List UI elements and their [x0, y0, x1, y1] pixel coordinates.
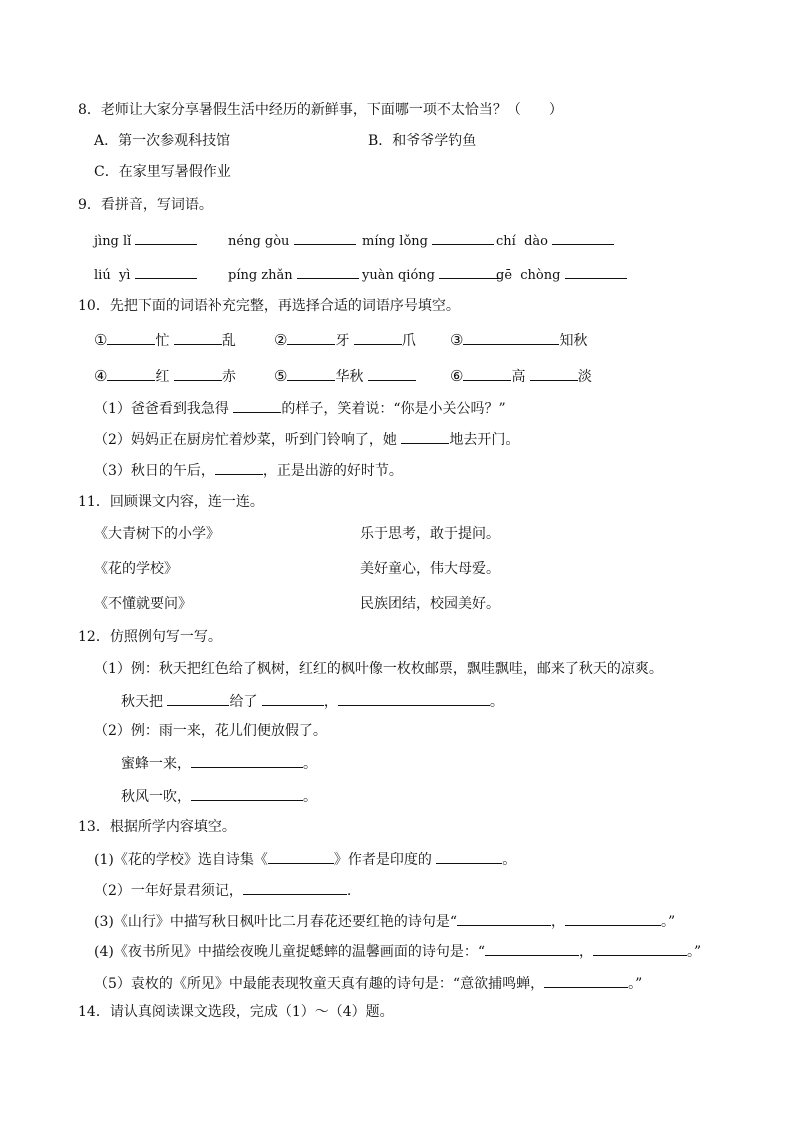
- sentence-text: 。”: [661, 914, 676, 930]
- answer-blank[interactable]: [401, 428, 449, 444]
- sentence-text: （5）袁枚的《所见》中最能表现牧童天真有趣的诗句是：“意欲捕鸣蝉，: [94, 976, 545, 992]
- q8-option-c: C．在家里写暑假作业: [94, 164, 231, 180]
- q9-pinyin-1: [94, 229, 197, 252]
- q12-answer-2: [121, 752, 317, 774]
- answer-blank[interactable]: [544, 972, 628, 988]
- pinyin-text: liú yì: [94, 268, 131, 283]
- answer-blank[interactable]: [191, 785, 303, 801]
- answer-blank[interactable]: [463, 365, 511, 381]
- word-part: 淡: [577, 369, 592, 385]
- word-part: 爪: [401, 333, 416, 349]
- answer-blank[interactable]: [174, 365, 222, 381]
- word-part: 牙: [335, 333, 350, 349]
- sentence-text: 。: [502, 852, 517, 868]
- word-part: 忙: [155, 333, 170, 349]
- pinyin-text: gē chòng: [496, 268, 561, 283]
- q9-pinyin-6: [228, 263, 359, 286]
- answer-blank[interactable]: [135, 229, 197, 245]
- word-part: 华秋: [335, 369, 364, 385]
- sentence-text: ，: [323, 694, 338, 710]
- sentence-text: 。: [489, 694, 504, 710]
- q10-sentence-1: [94, 397, 506, 419]
- q11-left-3[interactable]: 《不懂就要问》: [94, 596, 192, 612]
- question-13-stem: 13．根据所学内容填空。: [78, 819, 236, 835]
- pinyin-text: chí dào: [496, 234, 548, 249]
- sentence-text: 。: [303, 789, 317, 805]
- sentence-text: （2）一年好景君须记，: [94, 883, 243, 899]
- q8-option-b: B．和爷爷学钓鱼: [368, 133, 477, 149]
- answer-blank[interactable]: [457, 910, 551, 926]
- answer-blank[interactable]: [485, 940, 579, 956]
- q13-line-2: [94, 879, 351, 901]
- q10-sentence-2: [94, 428, 519, 450]
- question-9-stem: 9．看拼音，写词语。: [78, 197, 213, 213]
- item-number: ①: [94, 331, 108, 349]
- answer-blank[interactable]: [593, 940, 687, 956]
- q12-example-1: （1）例：秋天把红色给了枫树，红红的枫叶像一枚枚邮票，飘哇飘哇，邮来了秋天的凉爽。: [94, 661, 663, 677]
- pinyin-text: yuàn qióng: [362, 268, 435, 283]
- q9-pinyin-7: [362, 263, 501, 286]
- answer-blank[interactable]: [287, 329, 335, 345]
- q11-right-1[interactable]: 乐于思考，敢于提问。: [360, 526, 500, 542]
- answer-blank[interactable]: [338, 690, 490, 706]
- answer-blank[interactable]: [436, 848, 502, 864]
- q12-example-2: （2）例：雨一来，花儿们便放假了。: [94, 723, 327, 739]
- answer-blank[interactable]: [262, 690, 324, 706]
- answer-blank[interactable]: [287, 365, 335, 381]
- answer-blank[interactable]: [552, 229, 614, 245]
- answer-blank[interactable]: [174, 329, 222, 345]
- answer-blank[interactable]: [107, 365, 155, 381]
- word-part: 赤: [221, 369, 236, 385]
- q11-right-3[interactable]: 民族团结，校园美好。: [360, 596, 500, 612]
- answer-blank[interactable]: [565, 910, 661, 926]
- q13-line-3: [94, 910, 675, 932]
- sentence-text: ，: [551, 914, 565, 930]
- q12-answer-3: [121, 785, 317, 807]
- sentence-text: (3)《山行》中描写秋日枫叶比二月春花还要红艳的诗句是“: [94, 914, 457, 930]
- q13-line-1: [94, 848, 516, 870]
- sentence-text: (4)《夜书所见》中描绘夜晚儿童捉蟋蟀的温馨画面的诗句是：“: [94, 944, 485, 960]
- q9-pinyin-4: [496, 229, 614, 252]
- answer-blank[interactable]: [354, 329, 402, 345]
- sentence-text: 》作者是印度的: [333, 852, 432, 868]
- pinyin-text: píng zhǎn: [228, 268, 293, 283]
- q11-left-2[interactable]: 《花的学校》: [94, 561, 178, 577]
- answer-blank[interactable]: [191, 752, 303, 768]
- pinyin-text: néng gòu: [228, 234, 290, 249]
- q12-answer-1: [121, 690, 504, 712]
- word-part: 乱: [221, 333, 236, 349]
- sentence-text: 秋风一吹，: [121, 789, 191, 805]
- sentence-text: 给了: [229, 694, 258, 710]
- answer-blank[interactable]: [368, 365, 416, 381]
- answer-blank[interactable]: [530, 365, 578, 381]
- q10-word-3: [450, 329, 587, 351]
- item-number: ④: [94, 367, 108, 385]
- q9-pinyin-8: [496, 263, 627, 286]
- answer-blank[interactable]: [297, 263, 359, 279]
- sentence-text: （1）爸爸看到我急得: [94, 401, 229, 417]
- word-part: 高: [511, 369, 526, 385]
- item-number: ②: [274, 331, 288, 349]
- q11-left-1[interactable]: 《大青树下的小学》: [94, 526, 220, 542]
- answer-blank[interactable]: [233, 397, 281, 413]
- sentence-text: .: [346, 883, 352, 899]
- answer-blank[interactable]: [107, 329, 155, 345]
- question-8-stem: 8．老师让大家分享暑假生活中经历的新鲜事，下面哪一项不太恰当？（ ）: [78, 102, 563, 118]
- q10-word-4: [94, 365, 236, 387]
- q10-sentence-3: [94, 459, 403, 481]
- sentence-text: (1)《花的学校》选自诗集《: [94, 852, 268, 868]
- item-number: ⑤: [274, 367, 288, 385]
- sentence-text: 。”: [628, 976, 643, 992]
- q8-option-a: A．第一次参观科技馆: [94, 133, 231, 149]
- q13-line-4: [94, 940, 701, 962]
- q11-right-2[interactable]: 美好童心，伟大母爱。: [360, 561, 500, 577]
- q10-word-5: [274, 365, 416, 387]
- answer-blank[interactable]: [294, 229, 356, 245]
- word-part: 知秋: [559, 333, 588, 349]
- sentence-text: （2）妈妈正在厨房忙着炒菜，听到门铃响了，她: [94, 432, 397, 448]
- q13-line-5: [94, 972, 642, 994]
- item-number: ⑥: [450, 367, 464, 385]
- answer-blank[interactable]: [463, 329, 559, 345]
- sentence-text: 秋天把: [121, 694, 163, 710]
- answer-blank[interactable]: [135, 263, 197, 279]
- question-10-stem: 10．先把下面的词语补充完整，再选择合适的词语序号填空。: [78, 298, 460, 314]
- question-11-stem: 11．回顾课文内容，连一连。: [78, 494, 264, 510]
- sentence-text: 。: [303, 756, 317, 772]
- sentence-text: 地去开门。: [449, 432, 520, 448]
- q10-word-2: [274, 329, 416, 351]
- sentence-text: ，正是出游的好时节。: [262, 463, 403, 479]
- answer-blank[interactable]: [215, 459, 263, 475]
- sentence-text: 。”: [687, 944, 702, 960]
- q10-word-6: [450, 365, 592, 387]
- question-14-stem: 14．请认真阅读课文选段，完成（1）～（4）题。: [78, 1004, 394, 1020]
- answer-blank[interactable]: [167, 690, 229, 706]
- question-12-stem: 12．仿照例句写一写。: [78, 629, 222, 645]
- pinyin-text: míng lǒng: [362, 234, 428, 249]
- q10-word-1: [94, 329, 236, 351]
- sentence-text: 的样子，笑着说：“你是小关公吗？”: [281, 401, 506, 417]
- item-number: ③: [450, 331, 464, 349]
- answer-blank[interactable]: [439, 263, 501, 279]
- answer-blank[interactable]: [268, 848, 334, 864]
- sentence-text: ，: [579, 944, 593, 960]
- word-part: 红: [155, 369, 170, 385]
- sentence-text: （3）秋日的午后，: [94, 463, 215, 479]
- answer-blank[interactable]: [243, 879, 347, 895]
- answer-blank[interactable]: [565, 263, 627, 279]
- sentence-text: 蜜蜂一来，: [121, 756, 191, 772]
- q9-pinyin-5: [94, 263, 197, 286]
- q9-pinyin-2: [228, 229, 356, 252]
- q9-pinyin-3: [362, 229, 494, 252]
- pinyin-text: jìng lǐ: [94, 234, 132, 249]
- answer-blank[interactable]: [432, 229, 494, 245]
